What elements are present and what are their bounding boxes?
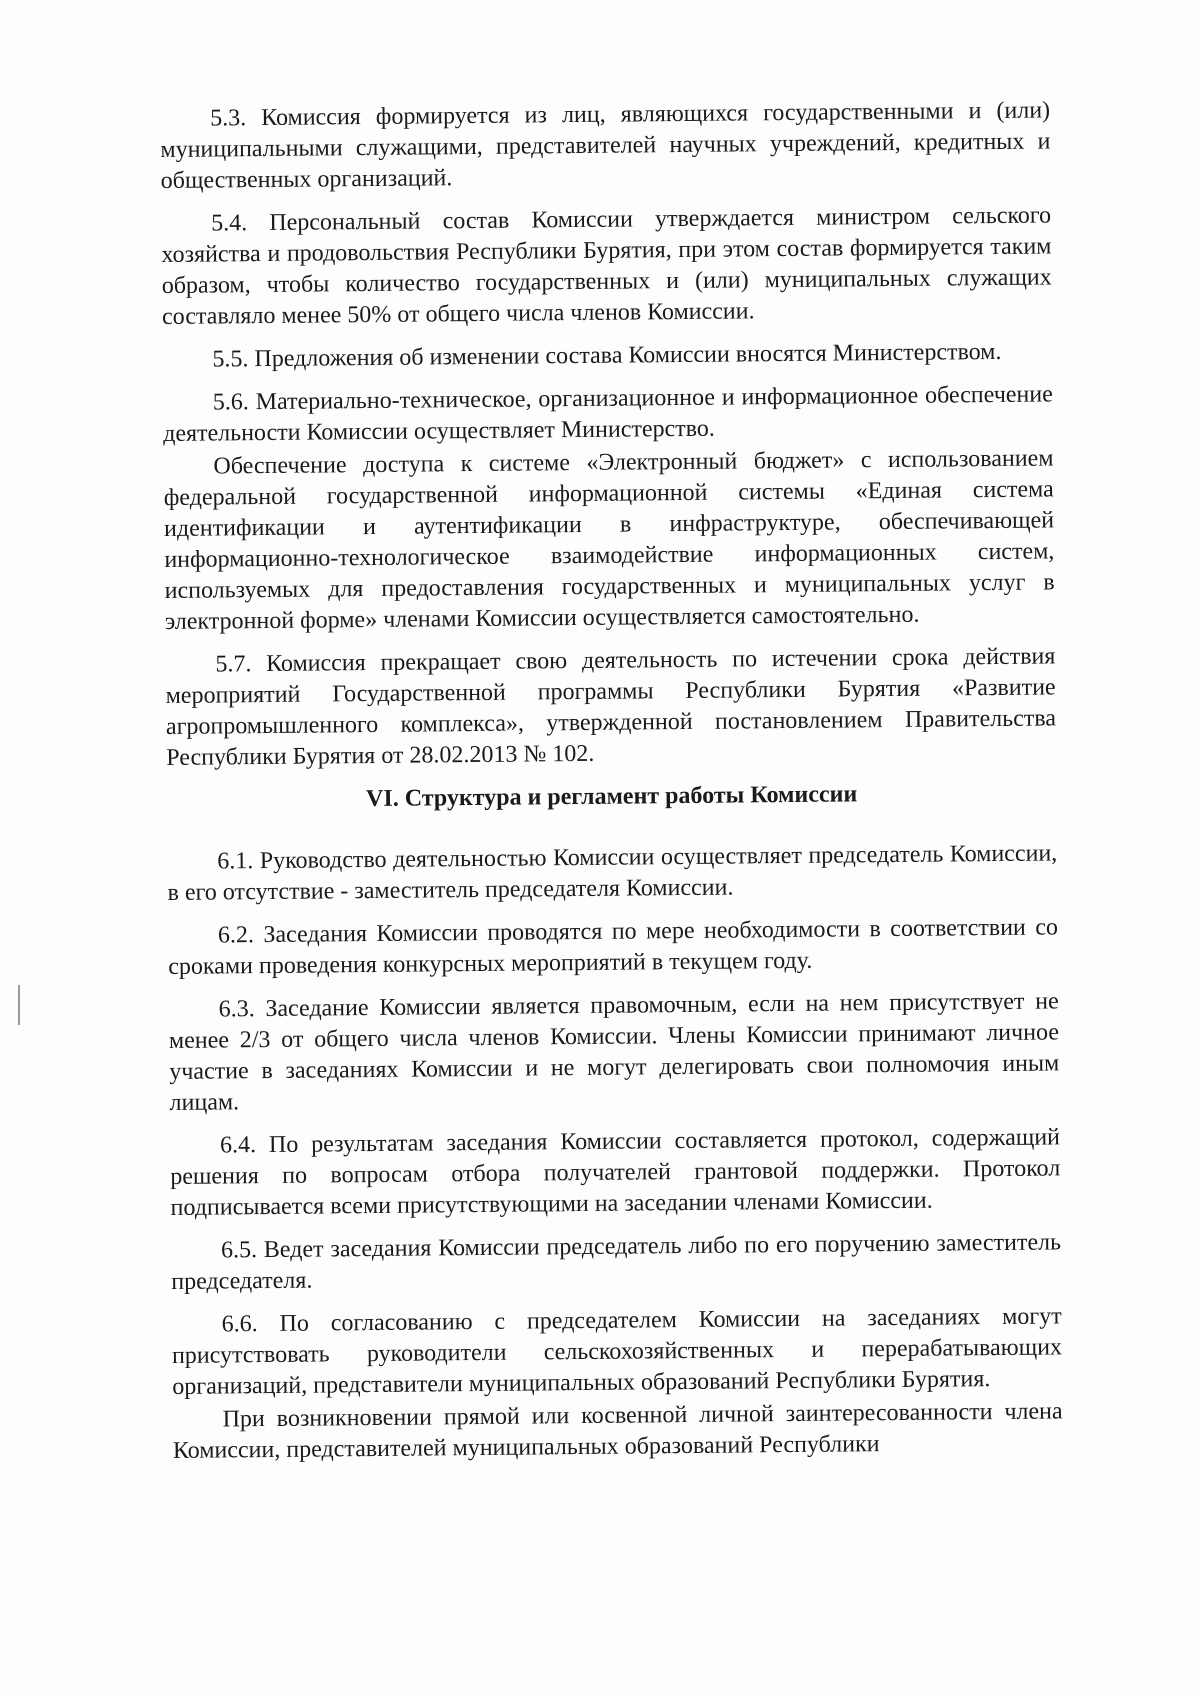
paragraph-6-5: 6.5. Ведет заседания Комиссии председатель либо по его поручению заместитель председателя.: [171, 1229, 1062, 1295]
paragraph-6-4: 6.4. По результатам заседания Комиссии составляется протокол, содержащий решения по вопросам отбора получателей грантовой поддержки. Протокол подписывается всеми присутствующими на заседании членами Комиссии.: [170, 1124, 1061, 1221]
paragraph-6-2: 6.2. Заседания Комиссии проводятся по мере необходимости в соответствии со сроками проведения конкурсных мероприятий в текущем году.: [168, 914, 1059, 980]
paragraph-5-3: 5.3. Комиссия формируется из лиц, являющихся государственными и (или) муниципальными служащими, представителей научных учреждений, кредитных и общественных организаций.: [160, 97, 1051, 194]
paragraph-5-6-continuation: Обеспечение доступа к системе «Электронный бюджет» с использованием федеральной государственной информационной системы «Единая система идентификации и аутентификации в инфраструктуре, обеспечивающей информационно-технологическое взаимодействие информационных систем, используемых для предоставления государственных и муниципальных услуг в электронной форме» членами Комиссии осуществляется самостоятельно.: [163, 445, 1055, 635]
section-heading: VI. Структура и регламент работы Комиссии: [365, 781, 858, 813]
paragraph-6-1: 6.1. Руководство деятельностью Комиссии осуществляет председатель Комиссии, в его отсутствие - заместитель председателя Комиссии.: [167, 840, 1058, 906]
paragraph-6-6: 6.6. По согласованию с председателем Комиссии на заседаниях могут присутствовать руководители сельскохозяйственных и перерабатывающих организаций, представители муниципальных образований Республики Бурятия.: [171, 1303, 1063, 1400]
scan-artifact: [18, 985, 20, 1025]
paragraph-5-7: 5.7. Комиссия прекращает свою деятельность по истечении срока действия мероприятий Государственной программы Республики Бурятия «Развитие агропромышленного комплекса», утвержденной постановлением Правительства Республики Бурятия от 28.02.2013 № 102.: [165, 643, 1057, 771]
paragraph-5-5: 5.5. Предложения об изменении состава Комиссии вносятся Министерством.: [212, 338, 1002, 373]
paragraph-5-4: 5.4. Персональный состав Комиссии утверждается министром сельского хозяйства и продовольствия Республики Бурятия, при этом состав формируется таким образом, чтобы количество государственных и (или) муниципальных служащих составляло менее 50% от общего числа членов Комиссии.: [161, 202, 1052, 330]
paragraph-6-6-continuation: При возникновении прямой или косвенной личной заинтересованности члена Комиссии, представителей муниципальных образований Республики: [172, 1398, 1063, 1464]
paragraph-6-3: 6.3. Заседание Комиссии является правомочным, если на нем присутствует не менее 2/3 от общего числа членов Комиссии. Члены Комиссии принимают личное участие в заседаниях Комиссии и не могут делегировать свои полномочия иным лицам.: [168, 988, 1060, 1116]
paragraph-5-6: 5.6. Материально-техническое, организационное и информационное обеспечение деятельности Комиссии осуществляет Министерство.: [163, 381, 1053, 447]
document-body: [160, 95, 1063, 1478]
